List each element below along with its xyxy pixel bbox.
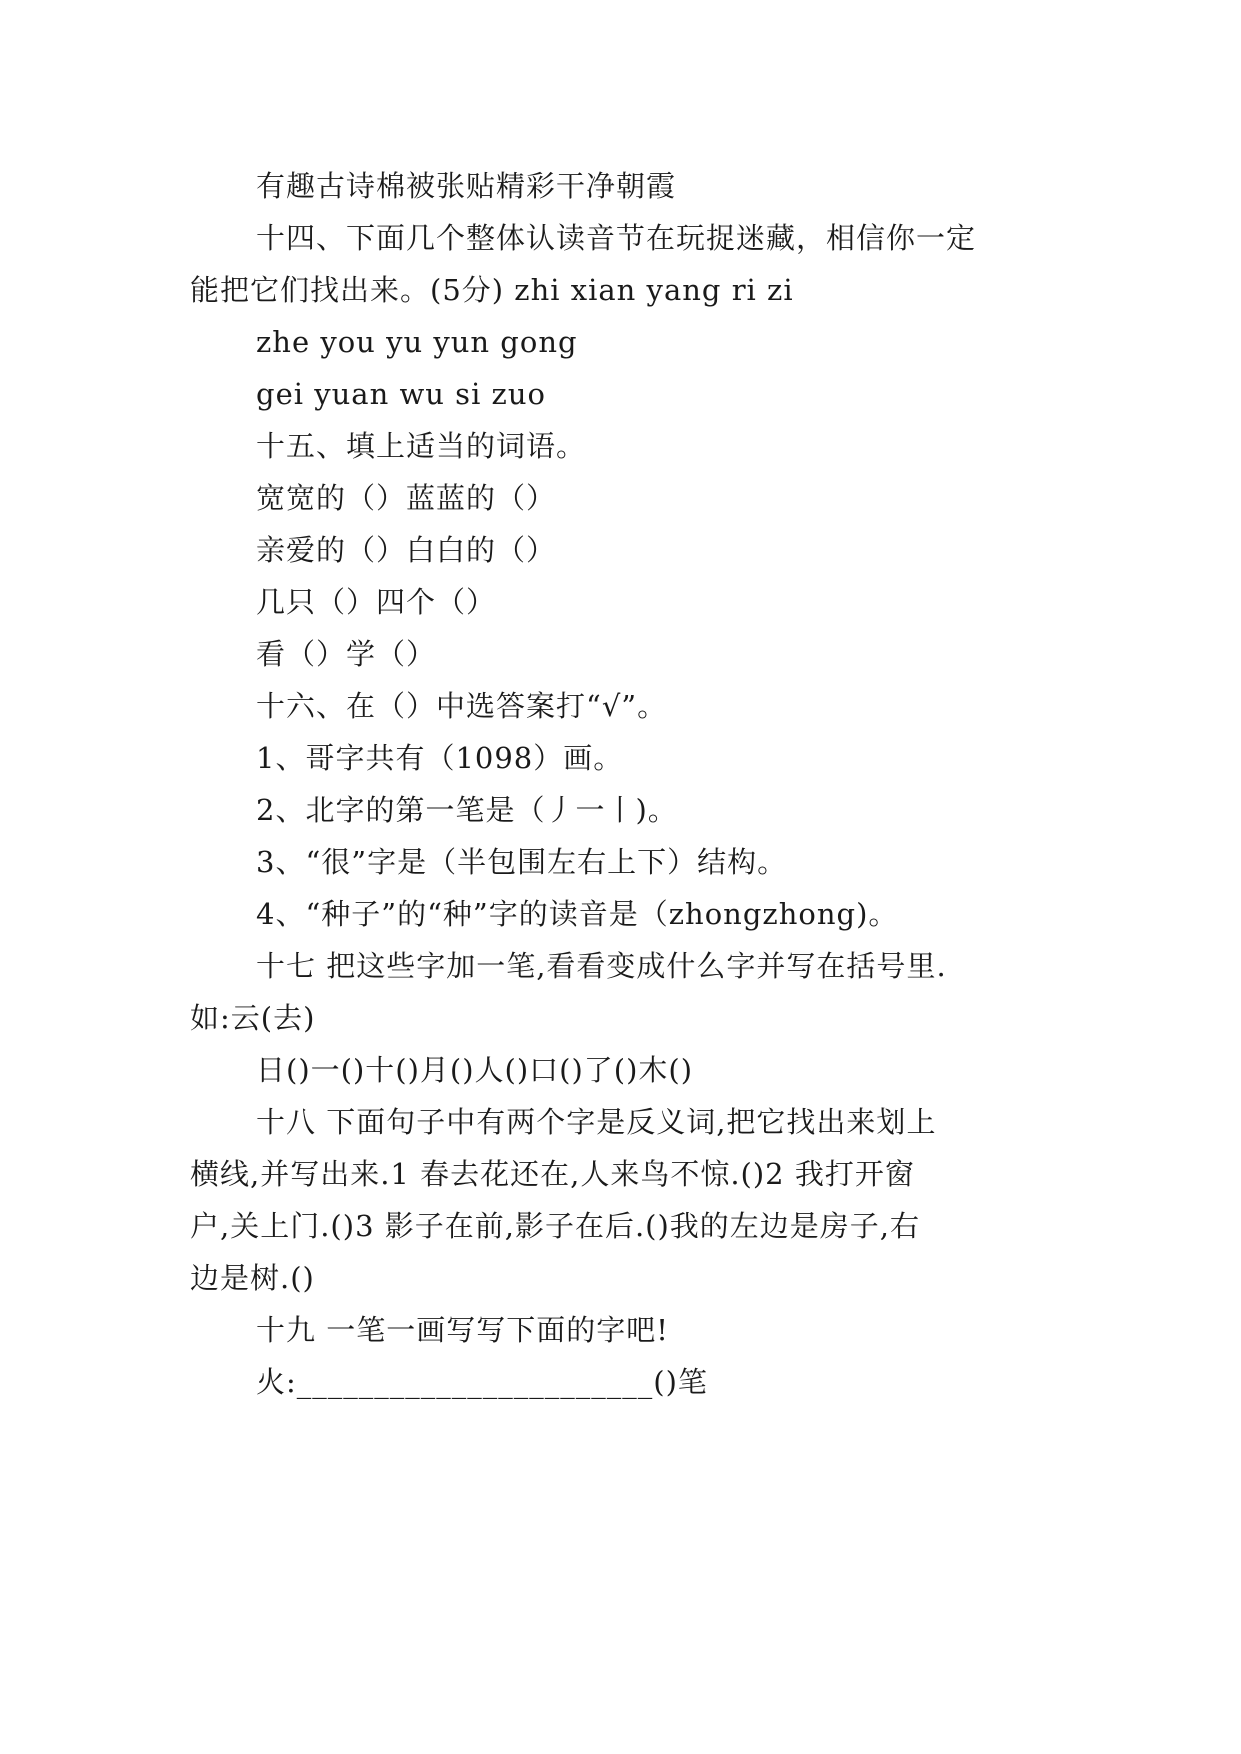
fill-blank-line: 几只（）四个（）: [256, 585, 497, 619]
question-15-heading: 十五、填上适当的词语。: [256, 429, 587, 463]
question-17-heading: 十七 把这些字加一笔,看看变成什么字并写在括号里.: [256, 949, 947, 983]
question-14-heading: 十四、下面几个整体认读音节在玩捉迷藏，相信你一定: [256, 221, 977, 255]
choice-item: 1、哥字共有（1098）画。: [256, 741, 624, 775]
text-line: 横线,并写出来.1 春去花还在,人来鸟不惊.()2 我打开窗: [190, 1157, 915, 1191]
question-19-heading: 十九 一笔一画写写下面的字吧!: [256, 1313, 669, 1347]
question-16-heading: 十六、在（）中选答案打“√”。: [256, 689, 668, 723]
choice-item: 3、“很”字是（半包围左右上下）结构。: [256, 845, 788, 879]
fill-blank-line: 亲爱的（）白白的（）: [256, 533, 557, 567]
writing-line: 火:_______________________()笔: [256, 1365, 708, 1399]
text-line: 边是树.(): [190, 1261, 315, 1295]
pinyin-line: zhe you yu yun gong: [256, 325, 578, 359]
text-line: 户,关上门.()3 影子在前,影子在后.()我的左边是房子,右: [190, 1209, 921, 1243]
pinyin-line: gei yuan wu si zuo: [256, 377, 546, 411]
question-18-heading: 十八 下面句子中有两个字是反义词,把它找出来划上: [256, 1105, 937, 1139]
choice-item: 2、北字的第一笔是（丿一丨)。: [256, 793, 678, 827]
fill-blank-line: 日()一()十()月()人()口()了()木(): [256, 1053, 694, 1087]
fill-blank-line: 宽宽的（）蓝蓝的（）: [256, 481, 557, 515]
choice-item: 4、“种子”的“种”字的读音是（zhongzhong)。: [256, 897, 899, 931]
text-line: 能把它们找出来。(5分) zhi xian yang ri zi: [190, 273, 794, 307]
fill-blank-line: 看（）学（）: [256, 637, 437, 671]
text-line: 如:云(去): [190, 1001, 316, 1035]
text-line: 有趣古诗棉被张贴精彩干净朝霞: [256, 169, 677, 203]
